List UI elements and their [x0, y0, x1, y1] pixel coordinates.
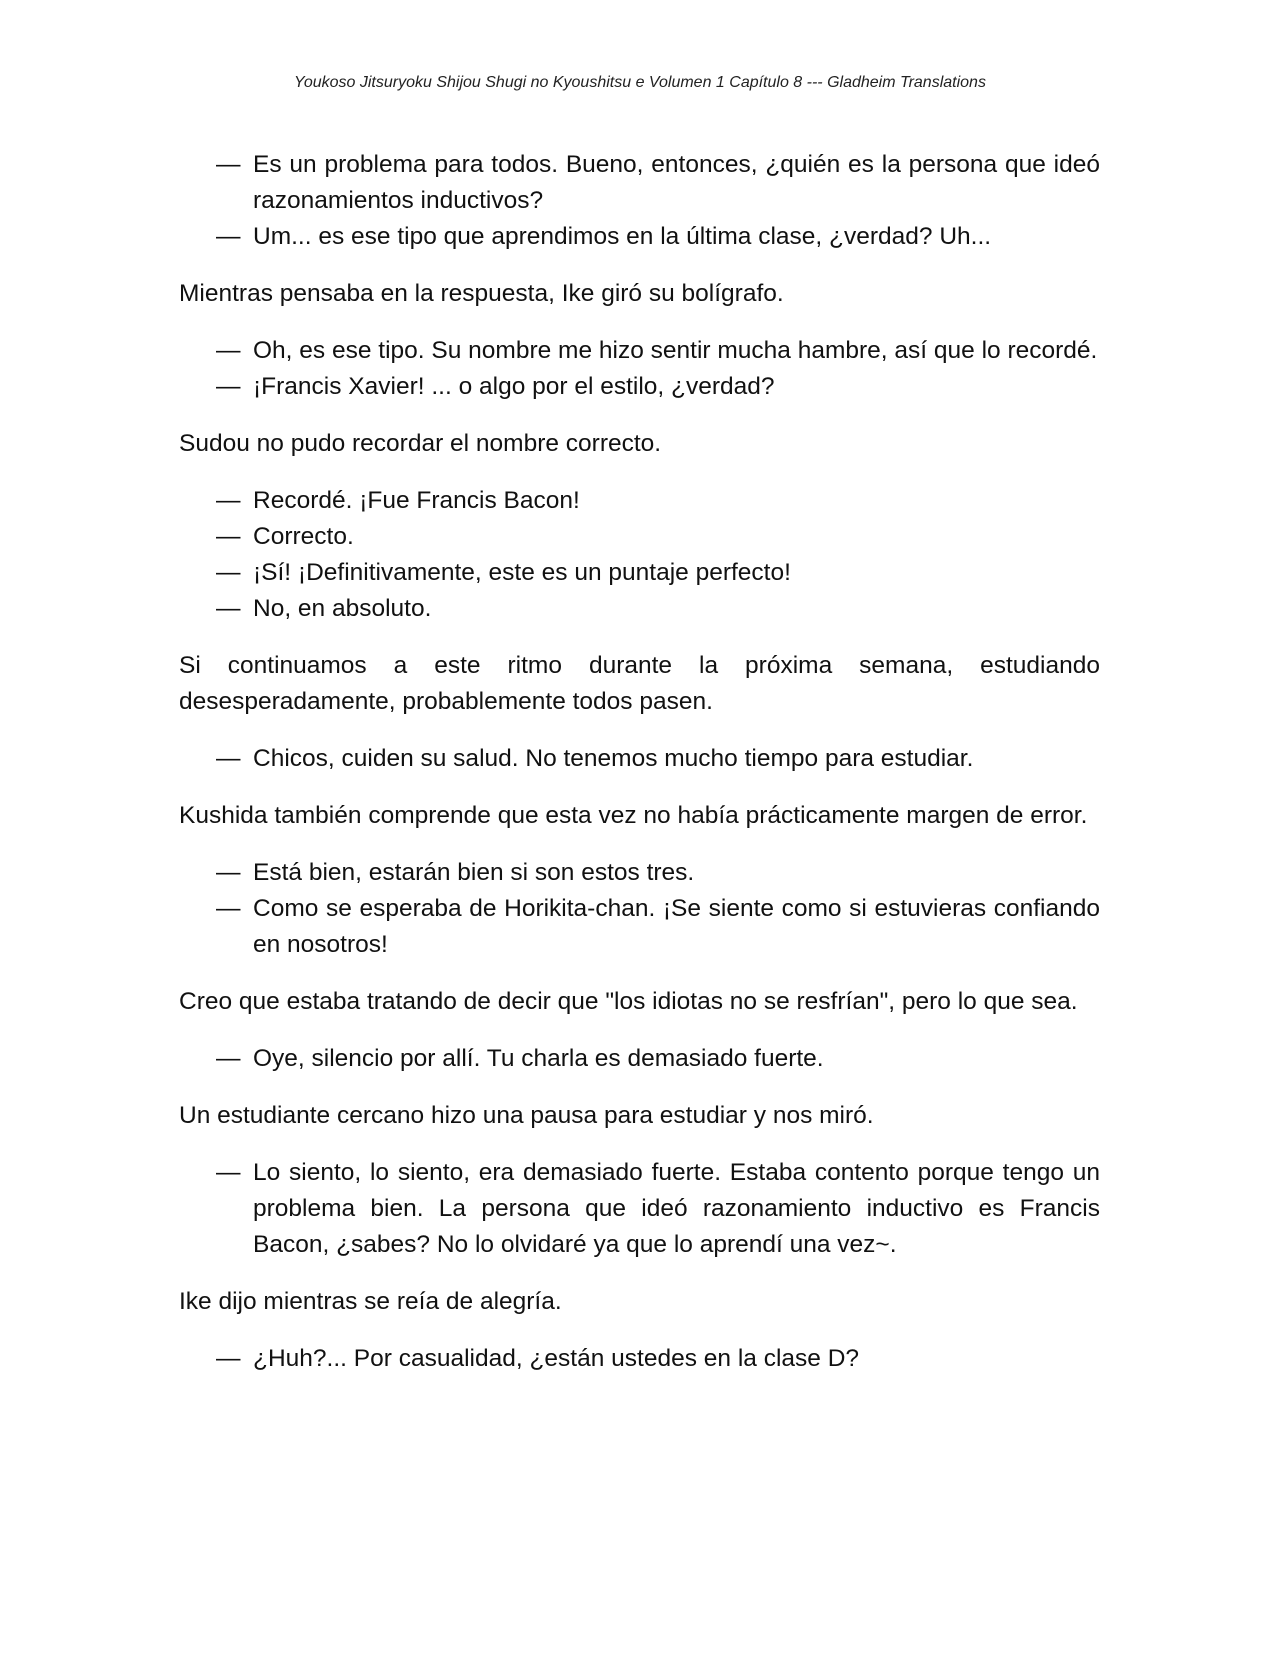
dialogue-dash: — [216, 523, 241, 550]
dialogue-dash: — [216, 1045, 241, 1072]
narration-paragraph: Sudou no pudo recordar el nombre correcto. [179, 430, 662, 457]
dialogue-line [179, 1041, 1100, 1077]
dialogue-line [179, 891, 1100, 963]
dialogue-dash: — [216, 487, 241, 514]
narration-paragraph: Ike dijo mientras se reía de alegría. [179, 1288, 562, 1315]
dialogue-text: ¿Huh?... Por casualidad, ¿están ustedes en la clase D? [253, 1345, 860, 1372]
dialogue-line [179, 741, 1100, 777]
dialogue-line [179, 1155, 1100, 1263]
dialogue-dash: — [216, 595, 241, 622]
dialogue-block [179, 1041, 1100, 1077]
dialogue-text: Está bien, estarán bien si son estos tres. [253, 859, 695, 886]
narration-paragraph: Si continuamos a este ritmo durante la próxima semana, estudiando desesperadamente, probablemente todos pasen. [179, 652, 1100, 715]
narration-paragraph: Un estudiante cercano hizo una pausa para estudiar y nos miró. [179, 1102, 874, 1129]
dialogue-dash: — [216, 859, 241, 886]
dialogue-text: Lo siento, lo siento, era demasiado fuerte. Estaba contento porque tengo un problema bien. La persona que ideó razonamiento inductivo es Francis Bacon, ¿sabes? No lo olvidaré ya que lo aprendí una vez~. [253, 1159, 1100, 1258]
dialogue-block [179, 1341, 1100, 1377]
dialogue-text: ¡Sí! ¡Definitivamente, este es un puntaje perfecto! [253, 559, 791, 586]
dialogue-block [179, 741, 1100, 777]
dialogue-dash: — [216, 373, 241, 400]
dialogue-text: Um... es ese tipo que aprendimos en la última clase, ¿verdad? Uh... [253, 223, 992, 250]
dialogue-dash: — [216, 337, 241, 364]
dialogue-text: Oye, silencio por allí. Tu charla es demasiado fuerte. [253, 1045, 824, 1072]
narration-paragraph: Creo que estaba tratando de decir que "los idiotas no se resfrían", pero lo que sea. [179, 988, 1078, 1015]
dialogue-text: ¡Francis Xavier! ... o algo por el estilo, ¿verdad? [253, 373, 775, 400]
dialogue-dash: — [216, 1159, 241, 1186]
dialogue-dash: — [216, 895, 241, 922]
dialogue-line [179, 855, 1100, 891]
narration-paragraph: Kushida también comprende que esta vez no había prácticamente margen de error. [179, 802, 1088, 829]
dialogue-line [179, 483, 1100, 519]
dialogue-block [179, 147, 1100, 255]
dialogue-dash: — [216, 223, 241, 250]
dialogue-dash: — [216, 151, 241, 178]
dialogue-block [179, 333, 1100, 405]
dialogue-line [179, 219, 1100, 255]
dialogue-text: Recordé. ¡Fue Francis Bacon! [253, 487, 580, 514]
dialogue-text: No, en absoluto. [253, 595, 432, 622]
dialogue-line [179, 369, 1100, 405]
dialogue-text: Oh, es ese tipo. Su nombre me hizo sentir mucha hambre, así que lo recordé. [253, 337, 1098, 364]
dialogue-line [179, 333, 1100, 369]
dialogue-line [179, 555, 1100, 591]
dialogue-line [179, 147, 1100, 219]
dialogue-text: Chicos, cuiden su salud. No tenemos mucho tiempo para estudiar. [253, 745, 974, 772]
dialogue-text: Es un problema para todos. Bueno, entonces, ¿quién es la persona que ideó razonamientos inductivos? [253, 151, 1100, 214]
dialogue-dash: — [216, 559, 241, 586]
dialogue-line [179, 519, 1100, 555]
dialogue-block [179, 1155, 1100, 1263]
dialogue-text: Como se esperaba de Horikita-chan. ¡Se siente como si estuvieras confiando en nosotros! [253, 895, 1100, 958]
narration-paragraph: Mientras pensaba en la respuesta, Ike giró su bolígrafo. [179, 280, 784, 307]
dialogue-line [179, 591, 1100, 627]
dialogue-block [179, 483, 1100, 627]
dialogue-block [179, 855, 1100, 963]
dialogue-line [179, 1341, 1100, 1377]
dialogue-dash: — [216, 1345, 241, 1372]
dialogue-text: Correcto. [253, 523, 354, 550]
dialogue-dash: — [216, 745, 241, 772]
document-body [179, 147, 1100, 1398]
running-header: Youkoso Jitsuryoku Shijou Shugi no Kyoushitsu e Volumen 1 Capítulo 8 --- Gladheim Translations [294, 74, 986, 91]
